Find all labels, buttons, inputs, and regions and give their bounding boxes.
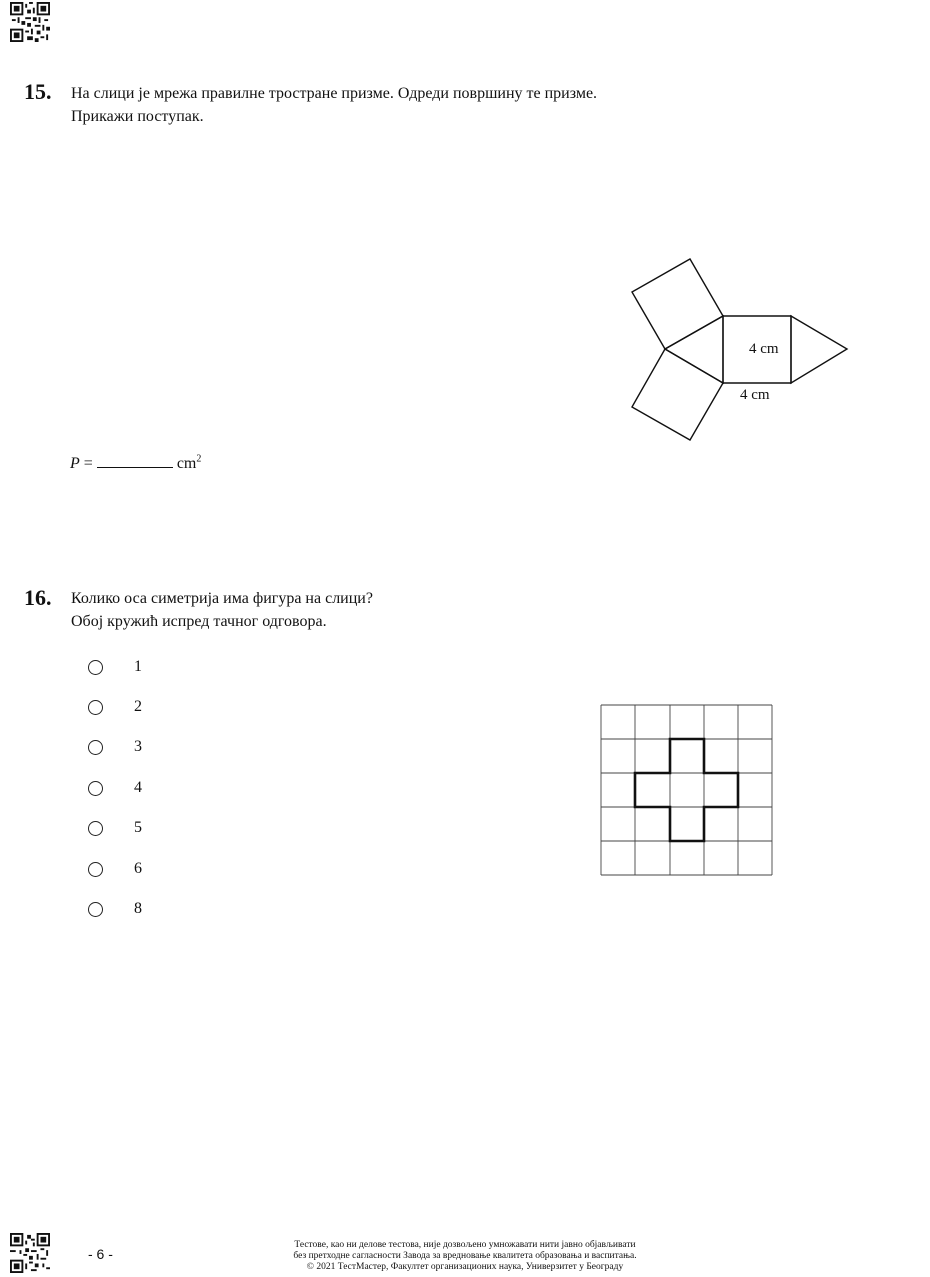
prism-net-figure: [620, 250, 860, 455]
question-16-number: 16.: [24, 585, 52, 610]
qr-code-top: [10, 2, 50, 42]
option-6[interactable]: [88, 859, 142, 879]
footer-line-2: без претходне сагласности Завода за вредновање квалитета образовања и васпитања.: [293, 1251, 637, 1261]
question-16-line-1: Колико оса симетрија има фигура на слици?: [71, 590, 373, 607]
cross-grid-drawing: [595, 700, 780, 880]
qr-code-bottom: [10, 1233, 50, 1273]
prism-net-drawing: [620, 250, 860, 450]
question-15-line-2: Прикажи поступак.: [71, 108, 204, 125]
option-label: 8: [134, 900, 142, 917]
option-circle[interactable]: [88, 781, 103, 796]
option-label: 1: [134, 658, 142, 675]
edge-label-right: 4 cm: [749, 341, 779, 357]
option-4[interactable]: [88, 778, 142, 798]
area-variable: P: [70, 455, 80, 472]
option-circle[interactable]: [88, 660, 103, 675]
area-unit-exponent: 2: [196, 453, 202, 465]
cross-grid-figure: [595, 700, 780, 885]
question-16-line-2: Обој кружић испред тачног одговора.: [71, 613, 327, 630]
footer-line-3: © 2021 ТестМастер, Факултет организационих наука, Универзитет у Београду: [306, 1262, 624, 1272]
option-circle[interactable]: [88, 862, 103, 877]
net-square-upper: [632, 259, 723, 349]
option-label: 4: [134, 779, 142, 796]
option-label: 6: [134, 860, 142, 877]
area-unit: cm: [176, 455, 197, 472]
qr-code-icon: [10, 2, 50, 42]
net-triangle-left: [665, 316, 723, 383]
option-label: 3: [134, 738, 142, 755]
area-answer-blank[interactable]: [97, 453, 173, 468]
option-circle[interactable]: [88, 740, 103, 755]
net-square-lower: [632, 349, 723, 440]
option-label: 2: [134, 698, 142, 715]
question-16-text: [71, 587, 373, 633]
answer-field-area: [70, 453, 201, 473]
option-8[interactable]: [88, 899, 142, 919]
option-5[interactable]: [88, 818, 142, 838]
question-15-line-1: На слици је мрежа правилне тростране призме. Одреди површину те призме.: [71, 85, 598, 102]
cross-shape: [635, 739, 738, 841]
option-2[interactable]: [88, 697, 142, 717]
option-circle[interactable]: [88, 902, 103, 917]
option-label: 5: [134, 819, 142, 836]
question-15-number: 15.: [24, 79, 52, 104]
edge-label-bottom: 4 cm: [740, 387, 770, 403]
footer-line-1: Тестове, као ни делове тестова, није дозвољено умножавати нити јавно објављивати: [294, 1240, 636, 1250]
net-triangle-right: [791, 316, 847, 383]
option-circle[interactable]: [88, 821, 103, 836]
grid-lines: [601, 705, 772, 875]
area-equals: =: [83, 455, 93, 472]
question-15-text: [71, 82, 597, 128]
page-number: - 6 -: [88, 1246, 113, 1262]
option-1[interactable]: [88, 657, 142, 677]
qr-code-icon: [10, 1233, 50, 1273]
option-3[interactable]: [88, 737, 142, 757]
option-circle[interactable]: [88, 700, 103, 715]
footer-notice: [200, 1240, 730, 1273]
